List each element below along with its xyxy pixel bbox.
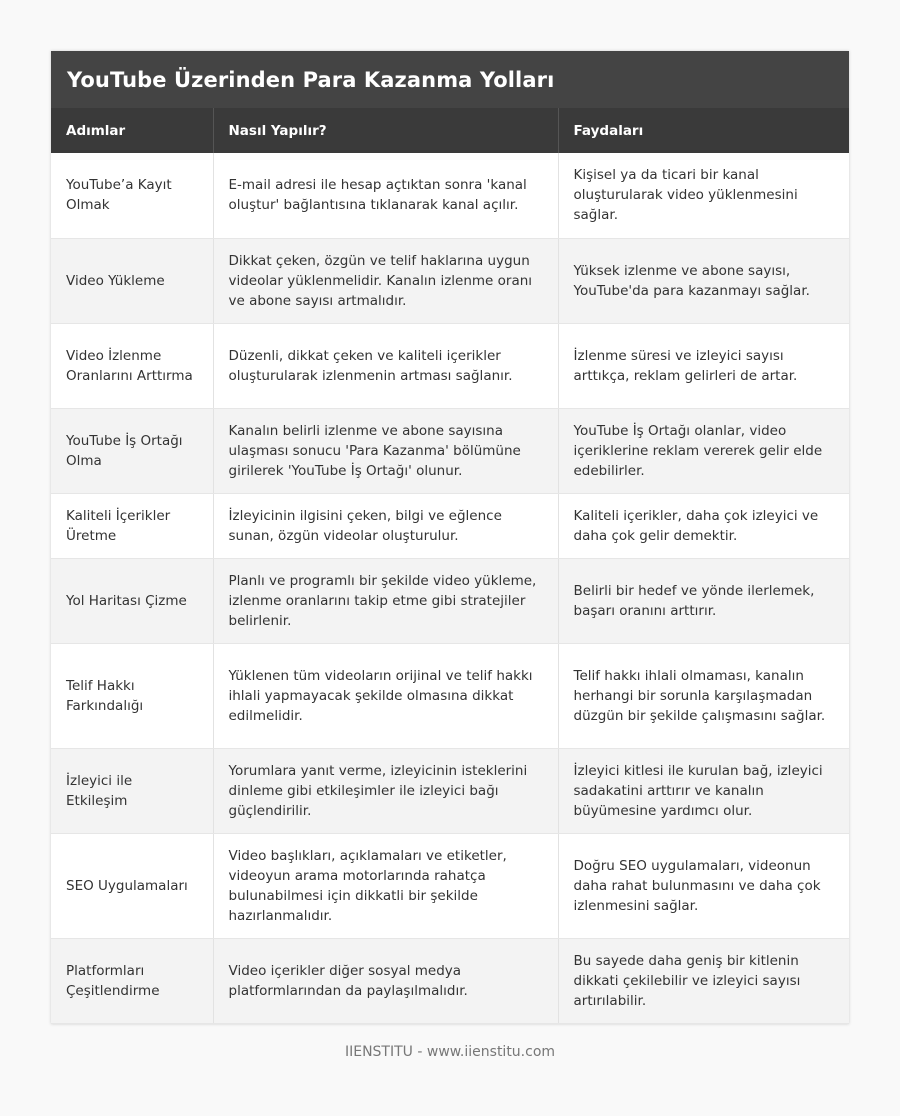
cell-benefit: İzleyici kitlesi ile kurulan bağ, izleyici sadakatini arttırır ve kanalın büyümesine yardımcı olur. <box>558 748 849 833</box>
cell-how: İzleyicinin ilgisini çeken, bilgi ve eğlence sunan, özgün videolar oluşturulur. <box>213 493 558 558</box>
cell-benefit: Yüksek izlenme ve abone sayısı, YouTube'da para kazanmayı sağlar. <box>558 238 849 323</box>
cell-how: Kanalın belirli izlenme ve abone sayısına ulaşması sonucu 'Para Kazanma' bölümüne girilerek 'YouTube İş Ortağı' olunur. <box>213 408 558 493</box>
header-how: Nasıl Yapılır? <box>213 108 558 153</box>
data-table <box>51 108 849 1024</box>
table-row <box>51 493 849 558</box>
cell-benefit: Doğru SEO uygulamaları, videonun daha rahat bulunmasını ve daha çok izlenmesini sağlar. <box>558 833 849 938</box>
cell-step: Telif Hakkı Farkındalığı <box>51 643 213 748</box>
cell-how: Video başlıkları, açıklamaları ve etiketler, videoyun arama motorlarında rahatça bulunabilmesi için dikkatli bir şekilde hazırlanmalıdır. <box>213 833 558 938</box>
cell-benefit: Telif hakkı ihlali olmaması, kanalın herhangi bir sorunla karşılaşmadan düzgün bir şekilde çalışmasını sağlar. <box>558 643 849 748</box>
table-header-row <box>51 108 849 153</box>
table-row <box>51 833 849 938</box>
table-row <box>51 938 849 1023</box>
cell-how: Düzenli, dikkat çeken ve kaliteli içerikler oluşturularak izlenmenin artması sağlanır. <box>213 323 558 408</box>
cell-step: YouTube’a Kayıt Olmak <box>51 153 213 238</box>
table-row <box>51 408 849 493</box>
header-benefits: Faydaları <box>558 108 849 153</box>
page-title: YouTube Üzerinden Para Kazanma Yolları <box>67 67 555 92</box>
cell-step: Kaliteli İçerikler Üretme <box>51 493 213 558</box>
cell-benefit: Belirli bir hedef ve yönde ilerlemek, başarı oranını arttırır. <box>558 558 849 643</box>
cell-how: Yorumlara yanıt verme, izleyicinin isteklerini dinleme gibi etkileşimler ile izleyici bağı güçlendirilir. <box>213 748 558 833</box>
table-row <box>51 558 849 643</box>
table-row <box>51 323 849 408</box>
cell-how: Dikkat çeken, özgün ve telif haklarına uygun videolar yüklenmelidir. Kanalın izlenme oranı ve abone sayısı artmalıdır. <box>213 238 558 323</box>
cell-step: SEO Uygulamaları <box>51 833 213 938</box>
cell-how: Video içerikler diğer sosyal medya platformlarından da paylaşılmalıdır. <box>213 938 558 1023</box>
cell-benefit: Bu sayede daha geniş bir kitlenin dikkati çekilebilir ve izleyici sayısı artırılabilir. <box>558 938 849 1023</box>
table-row <box>51 238 849 323</box>
table-row <box>51 748 849 833</box>
table-card <box>51 51 849 1024</box>
cell-benefit: İzlenme süresi ve izleyici sayısı arttıkça, reklam gelirleri de artar. <box>558 323 849 408</box>
cell-how: Yüklenen tüm videoların orijinal ve telif hakkı ihlali yapmayacak şekilde olmasına dikkat edilmelidir. <box>213 643 558 748</box>
cell-step: İzleyici ile Etkileşim <box>51 748 213 833</box>
footer-credit: IIENSTITU - www.iienstitu.com <box>344 1044 556 1060</box>
cell-benefit: YouTube İş Ortağı olanlar, video içeriklerine reklam vererek gelir elde edebilirler. <box>558 408 849 493</box>
cell-benefit: Kişisel ya da ticari bir kanal oluşturularak video yüklenmesini sağlar. <box>558 153 849 238</box>
cell-step: Platformları Çeşitlendirme <box>51 938 213 1023</box>
cell-step: Video İzlenme Oranlarını Arttırma <box>51 323 213 408</box>
cell-benefit: Kaliteli içerikler, daha çok izleyici ve daha çok gelir demektir. <box>558 493 849 558</box>
cell-step: Video Yükleme <box>51 238 213 323</box>
cell-how: E-mail adresi ile hesap açtıktan sonra 'kanal oluştur' bağlantısına tıklanarak kanal açılır. <box>213 153 558 238</box>
table-row <box>51 153 849 238</box>
cell-step: Yol Haritası Çizme <box>51 558 213 643</box>
cell-how: Planlı ve programlı bir şekilde video yükleme, izlenme oranlarını takip etme gibi stratejiler belirlenir. <box>213 558 558 643</box>
table-row <box>51 643 849 748</box>
header-steps: Adımlar <box>51 108 213 153</box>
cell-step: YouTube İş Ortağı Olma <box>51 408 213 493</box>
title-bar <box>51 51 849 108</box>
